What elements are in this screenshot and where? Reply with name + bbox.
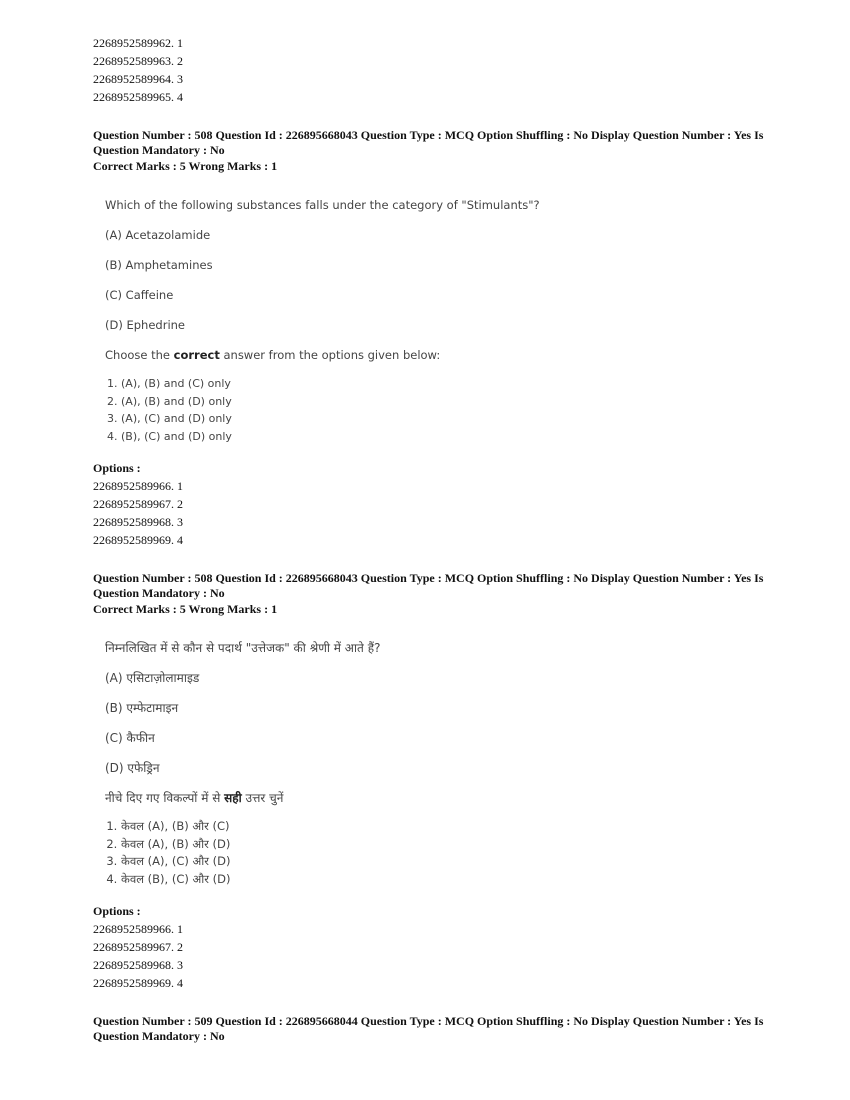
question-header: Question Number : 509 Question Id : 226895668044 Question Type : MCQ Option Shuffling : No Display Question Number : Yes Is [93,1014,764,1028]
statement-c: (C) Caffeine [105,288,174,302]
question-stem: निम्नलिखित में से कौन से पदार्थ "उत्तेजक" की श्रेणी में आते हैं? [105,641,381,655]
statement-d: (D) एफेड्रिन [105,761,160,775]
choose-instruction: Choose the correct answer from the options given below: [105,348,441,362]
answer-choice: 1. (A), (B) and (C) only [121,375,773,393]
option-id: 2268952589969. 4 [93,533,183,547]
question-header: Question Number : 508 Question Id : 226895668043 Question Type : MCQ Option Shuffling : No Display Question Number : Yes Is [93,128,764,142]
statement-a: (A) Acetazolamide [105,228,211,242]
option-id: 2268952589963. 2 [93,54,183,68]
option-id: 2268952589968. 3 [93,958,183,972]
statement-c: (C) कैफीन [105,731,155,745]
option-id: 2268952589967. 2 [93,940,183,954]
answer-choices [105,375,773,445]
answer-choice: 3. (A), (C) and (D) only [121,410,773,428]
top-options-list [93,34,773,106]
answer-choice: 2. केवल (A), (B) और (D) [121,836,773,854]
question-paper-page [93,34,773,1045]
answer-choice: 1. केवल (A), (B) और (C) [121,818,773,836]
statement-b: (B) एम्फेटामाइन [105,701,179,715]
question-stem: Which of the following substances falls under the category of "Stimulants"? [105,198,540,212]
question-509 [93,1012,773,1045]
answer-choice: 3. केवल (A), (C) और (D) [121,853,773,871]
question-marks: Correct Marks : 5 Wrong Marks : 1 [93,159,278,173]
options-label: Options : [93,904,141,918]
question-mandatory: Question Mandatory : No [93,1029,225,1043]
answer-choice: 4. केवल (B), (C) और (D) [121,871,773,889]
answer-choice: 4. (B), (C) and (D) only [121,428,773,446]
question-mandatory: Question Mandatory : No [93,143,225,157]
question-508-hindi [93,569,773,992]
option-id: 2268952589962. 1 [93,36,183,50]
answer-choices [105,818,773,888]
question-mandatory: Question Mandatory : No [93,586,225,600]
statement-b: (B) Amphetamines [105,258,213,272]
question-marks: Correct Marks : 5 Wrong Marks : 1 [93,602,278,616]
option-id: 2268952589965. 4 [93,90,183,104]
option-id: 2268952589966. 1 [93,922,183,936]
options-label: Options : [93,461,141,475]
question-508-english [93,126,773,549]
option-id: 2268952589967. 2 [93,497,183,511]
choose-instruction: नीचे दिए गए विकल्पों में से सही उत्तर चुनें [105,791,284,805]
question-body [105,640,773,888]
question-body [105,197,773,445]
statement-a: (A) एसिटाज़ोलामाइड [105,671,200,685]
option-id: 2268952589964. 3 [93,72,183,86]
option-id: 2268952589968. 3 [93,515,183,529]
statement-d: (D) Ephedrine [105,318,186,332]
question-header: Question Number : 508 Question Id : 226895668043 Question Type : MCQ Option Shuffling : No Display Question Number : Yes Is [93,571,764,585]
option-id: 2268952589966. 1 [93,479,183,493]
option-id: 2268952589969. 4 [93,976,183,990]
answer-choice: 2. (A), (B) and (D) only [121,393,773,411]
